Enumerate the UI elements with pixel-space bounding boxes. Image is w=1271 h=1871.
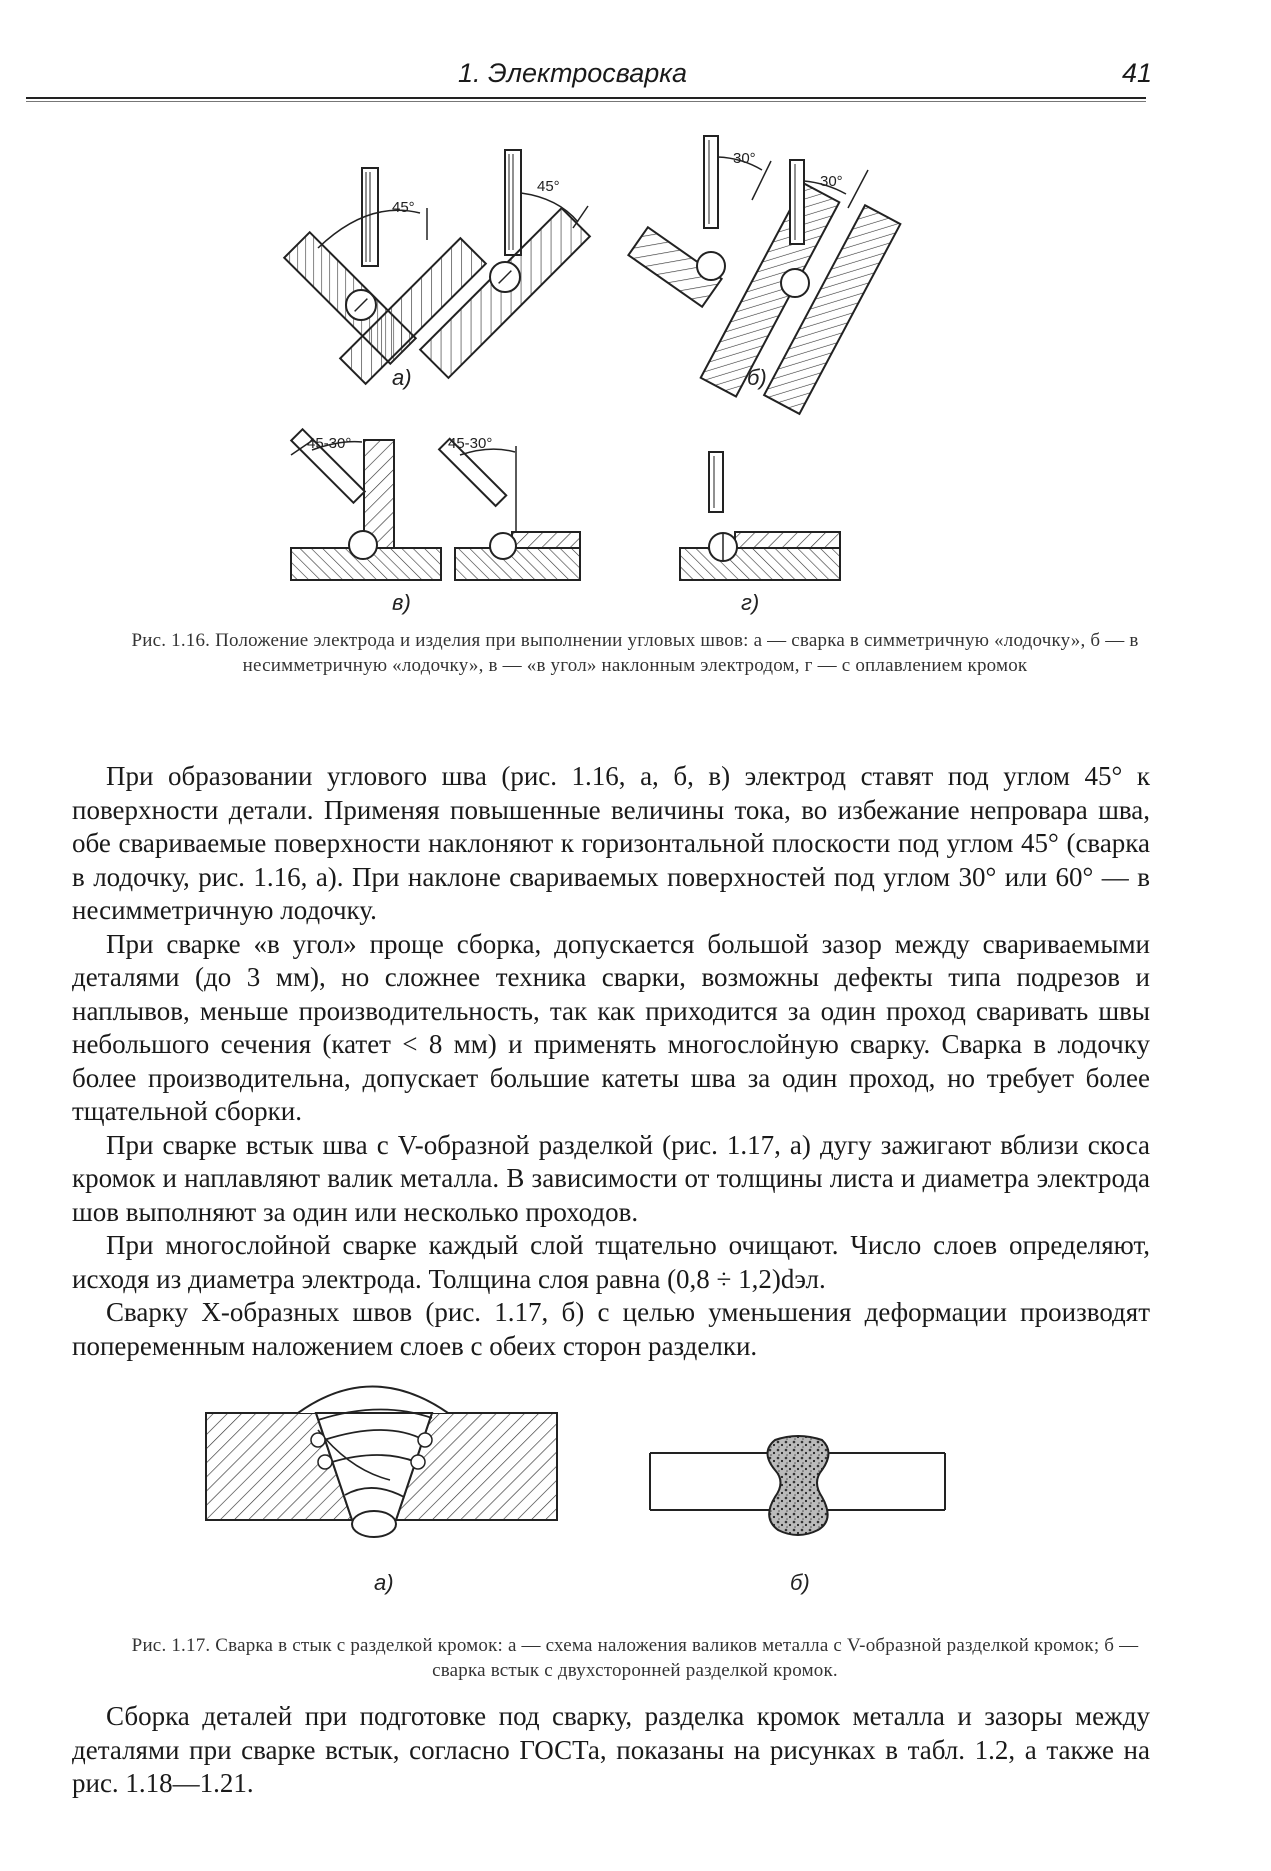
chapter-title: 1. Электросварка [458, 58, 688, 88]
paragraph: Сборка деталей при подготовке под сварку, разделка кромок металла и зазоры между деталями при сварке встык, согласно ГОСТа, показаны на рисунках в табл. 1.2, а также на рис. 1.18—1.21. [72, 1701, 1150, 1798]
angle-label: 45° [537, 178, 560, 195]
figure-1-16-caption: Рис. 1.16. Положение электрода и изделия при выполнении угловых швов: а — сварка в симметричную «лодочку», б — в несимметричную «лодочку», в — «в угол» наклонным электродом, г — с оплавлением кромок [131, 630, 1139, 676]
angle-label: 45-30° [307, 435, 352, 452]
paragraph: При многослойной сварке каждый слой тщательно очищают. Число слоев определяют, исходя из диаметра электрода. Толщина слоя равна (0,8 ÷ 1,2)dэл. [72, 1230, 1150, 1294]
fig17b-x-groove [650, 1436, 945, 1595]
body-text-main [72, 760, 1150, 1363]
paragraph: При сварке встык шва с V-образной разделкой (рис. 1.17, а) дугу зажигают вблизи скоса кромок и наплавляют валик металла. В зависимости от толщины листа и диаметра электрода шов выполняют за один или несколько проходов. [72, 1129, 1150, 1227]
fig16a-symmetric-boat [284, 150, 590, 390]
fig16-label-b: б) [747, 365, 767, 390]
page-number: 41 [1122, 58, 1153, 88]
figure-1-17-caption: Рис. 1.17. Сварка в стык с разделкой кромок: а — схема наложения валиков металла с V-образной разделкой кромок; б — сварка встык с двухсторонней разделкой кромок. [131, 1635, 1139, 1681]
fig16g-edge-melting [680, 452, 840, 615]
fig17-label-a: а) [374, 1570, 394, 1595]
fig16-label-v: в) [392, 590, 411, 615]
fig16-label-g: г) [741, 590, 760, 615]
angle-label: 45° [392, 199, 415, 216]
fig16v-corner-inclined [291, 429, 580, 615]
fig17-label-b: б) [790, 1570, 810, 1595]
fig16-label-a: а) [392, 365, 412, 390]
angle-label: 30° [820, 173, 843, 190]
angle-label: 30° [733, 150, 756, 167]
angle-label: 45-30° [448, 435, 493, 452]
paragraph: Сварку Х-образных швов (рис. 1.17, б) с целью уменьшения деформации производят попеременным наложением слоев с обеих сторон разделки. [72, 1297, 1150, 1361]
paragraph: При образовании углового шва (рис. 1.16, а, б, в) электрод ставят под углом 45° к поверхности детали. Применяя повышенные величины тока, во избежание непровара шва, обе свариваемые поверхности наклоняют к горизонтальной плоскости под углом 45° (сварка в лодочку, рис. 1.16, а). При наклоне свариваемых поверхностей под углом 30° или 60° — в несимметричную лодочку. [72, 761, 1150, 925]
fig17a-v-groove [206, 1387, 557, 1596]
paragraph: При сварке «в угол» проще сборка, допускается большой зазор между свариваемыми деталями (до 3 мм), но сложнее техника сварки, возможны дефекты типа подрезов и наплывов, меньше производительность, так как приходится за один проход сваривать швы небольшого сечения (катет < 8 мм) и применять многослойную сварку. Сварка в лодочку более производительна, допускает большие катеты шва за один проход, но требует более тщательной сборки. [72, 928, 1150, 1126]
body-text-closing [72, 1700, 1150, 1801]
fig16b-asymmetric-boat [628, 136, 900, 414]
